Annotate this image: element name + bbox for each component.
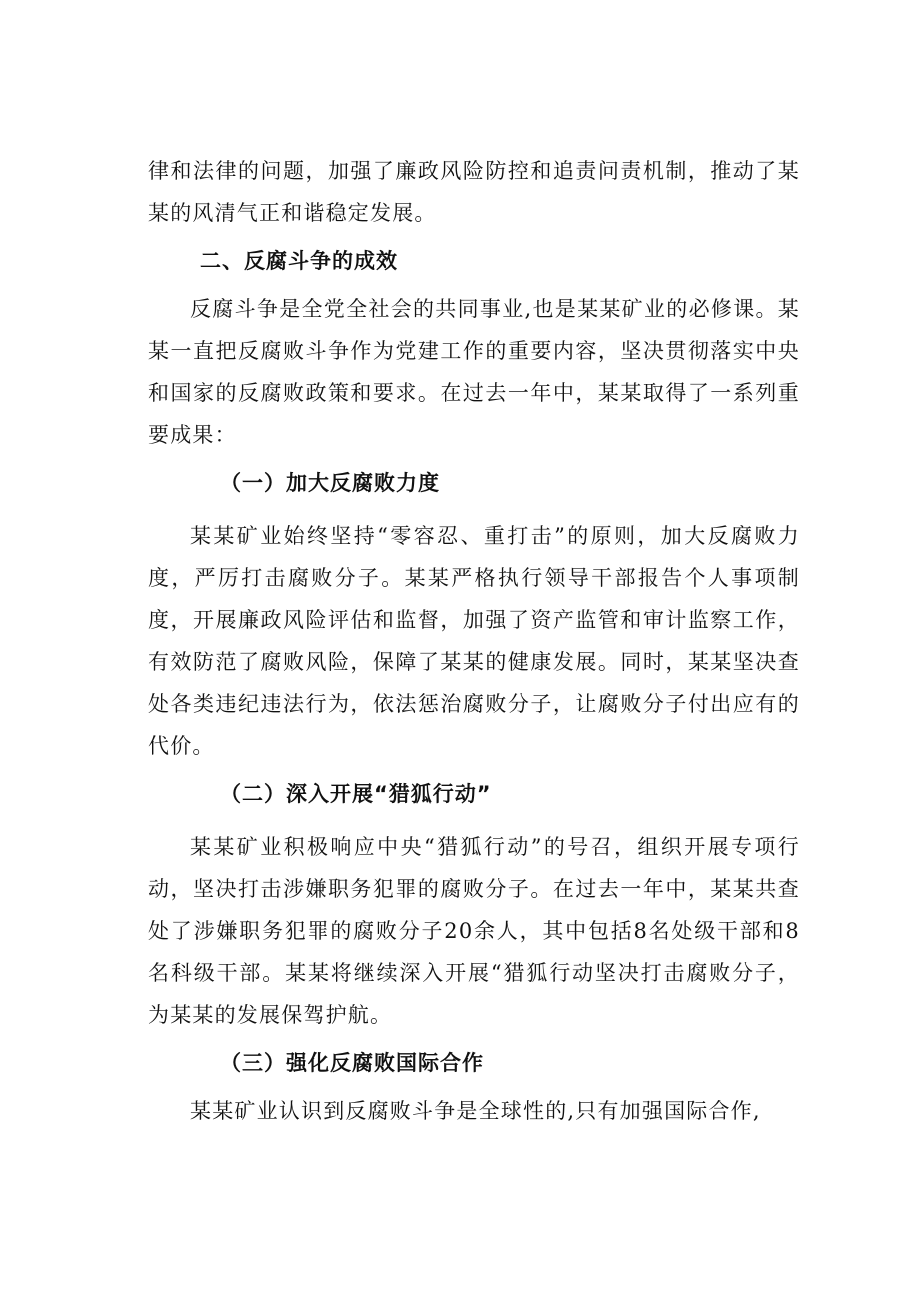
sub3-paragraph: 某某矿业认识到反腐败斗争是全球性的,只有加强国际合作, xyxy=(190,1099,761,1123)
sub2-paragraph: 某某矿业积极响应中央“猎狐行动”的号召，组织开展专项行动，坚决打击涉嫌职务犯罪的腐败分子。在过去一年中，某某共查处了涉嫌职务犯罪的腐败分子20余人，其中包括8名处级干部和8名科级干部。某某将继续深入开展“猎狐行动坚决打击腐败分子，为某某的发展保驾护航。 xyxy=(148,835,800,1027)
sub1-paragraph: 某某矿业始终坚持“零容忍、重打击”的原则，加大反腐败力度，严厉打击腐败分子。某某严格执行领导干部报告个人事项制度，开展廉政风险评估和监督，加强了资产监管和审计监察工作，有效防范了腐败风险，保障了某某的健康发展。同时，某某坚决查处各类违纪违法行为，依法惩治腐败分子，让腐败分子付出应有的代价。 xyxy=(148,524,800,758)
subheading-1: （一）加大反腐败力度 xyxy=(220,471,440,495)
continuation-paragraph: 律和法律的问题，加强了廉政风险防控和追责问责机制，推动了某某的风清气正和谐稳定发展。 xyxy=(148,159,800,225)
subheading-3: （三）强化反腐败国际合作 xyxy=(220,1051,484,1075)
subheading-2: （二）深入开展“猎狐行动” xyxy=(220,782,492,806)
section-heading-2: 二、反腐斗争的成效 xyxy=(200,249,398,273)
document-body xyxy=(148,150,800,1132)
section2-intro-paragraph: 反腐斗争是全党全社会的共同事业,也是某某矿业的必修课。某某一直把反腐败斗争作为党建工作的重要内容，坚决贯彻落实中央和国家的反腐败政策和要求。在过去一年中，某某取得了一系列重要成果： xyxy=(148,297,800,447)
